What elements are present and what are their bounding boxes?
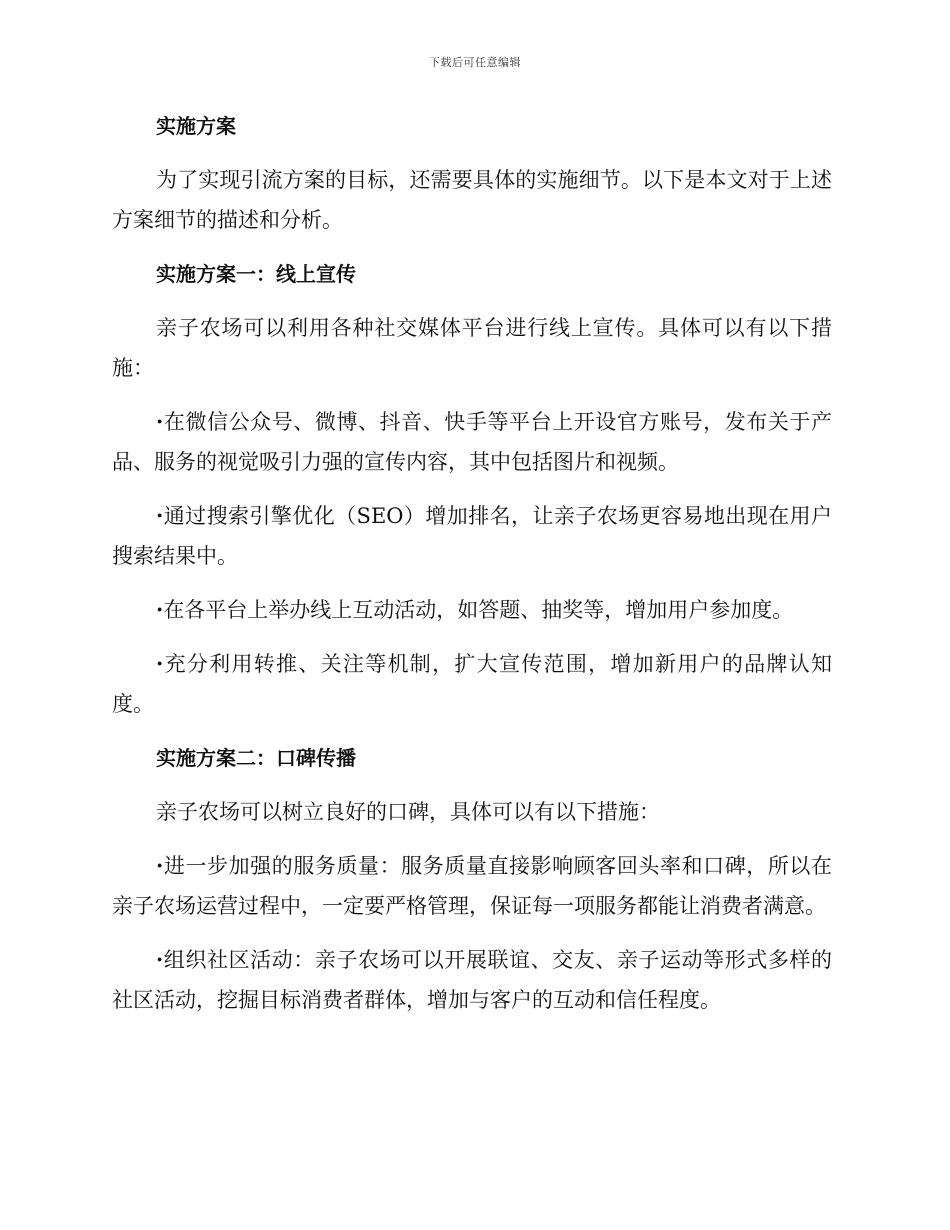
bullet-item: [112, 846, 832, 926]
bullet-item: [112, 644, 832, 724]
document-body: [112, 106, 832, 1034]
paragraph-intro: 为了实现引流方案的目标，还需要具体的实施细节。以下是本文对于上述方案细节的描述和分析。: [112, 168, 832, 232]
bullet-dot: ·: [156, 947, 164, 972]
bullet-text: 组织社区活动：亲子农场可以开展联谊、交友、亲子运动等形式多样的社区活动，挖掘目标消费者群体，增加与客户的互动和信任程度。: [112, 948, 832, 1012]
bullet-text: 在微信公众号、微博、抖音、快手等平台上开设官方账号，发布关于产品、服务的视觉吸引力强的宣传内容，其中包括图片和视频。: [112, 410, 832, 474]
bullet-text: 进一步加强的服务质量：服务质量直接影响顾客回头率和口碑，所以在亲子农场运营过程中，一定要严格管理，保证每一项服务都能让消费者满意。: [112, 854, 832, 918]
bullet-item: [112, 940, 832, 1020]
bullet-dot: ·: [156, 853, 164, 878]
bullet-item: [112, 496, 832, 576]
bullet-item: [112, 590, 832, 630]
header-note: 下载后可任意编辑: [429, 56, 521, 69]
paragraph-plan-one-intro: 亲子农场可以利用各种社交媒体平台进行线上宣传。具体可以有以下措施：: [112, 316, 832, 380]
bullet-text: 在各平台上举办线上互动活动，如答题、抽奖等，增加用户参加度。: [163, 598, 794, 622]
bullet-dot: ·: [156, 651, 164, 676]
section-heading-plan-one: 实施方案一：线上宣传: [156, 262, 356, 286]
bullet-dot: ·: [156, 597, 164, 622]
bullet-dot: ·: [156, 409, 164, 434]
paragraph-plan-two-intro: 亲子农场可以树立良好的口碑，具体可以有以下措施：: [156, 800, 660, 824]
bullet-text: 充分利用转推、关注等机制，扩大宣传范围，增加新用户的品牌认知度。: [112, 652, 832, 716]
section-heading-plan-two: 实施方案二：口碑传播: [156, 746, 356, 770]
section-heading-implementation: 实施方案: [156, 114, 236, 138]
bullet-dot: ·: [156, 503, 164, 528]
bullet-text: 通过搜索引擎优化（SEO）增加排名，让亲子农场更容易地出现在用户搜索结果中。: [112, 504, 832, 568]
bullet-item: [112, 402, 832, 482]
